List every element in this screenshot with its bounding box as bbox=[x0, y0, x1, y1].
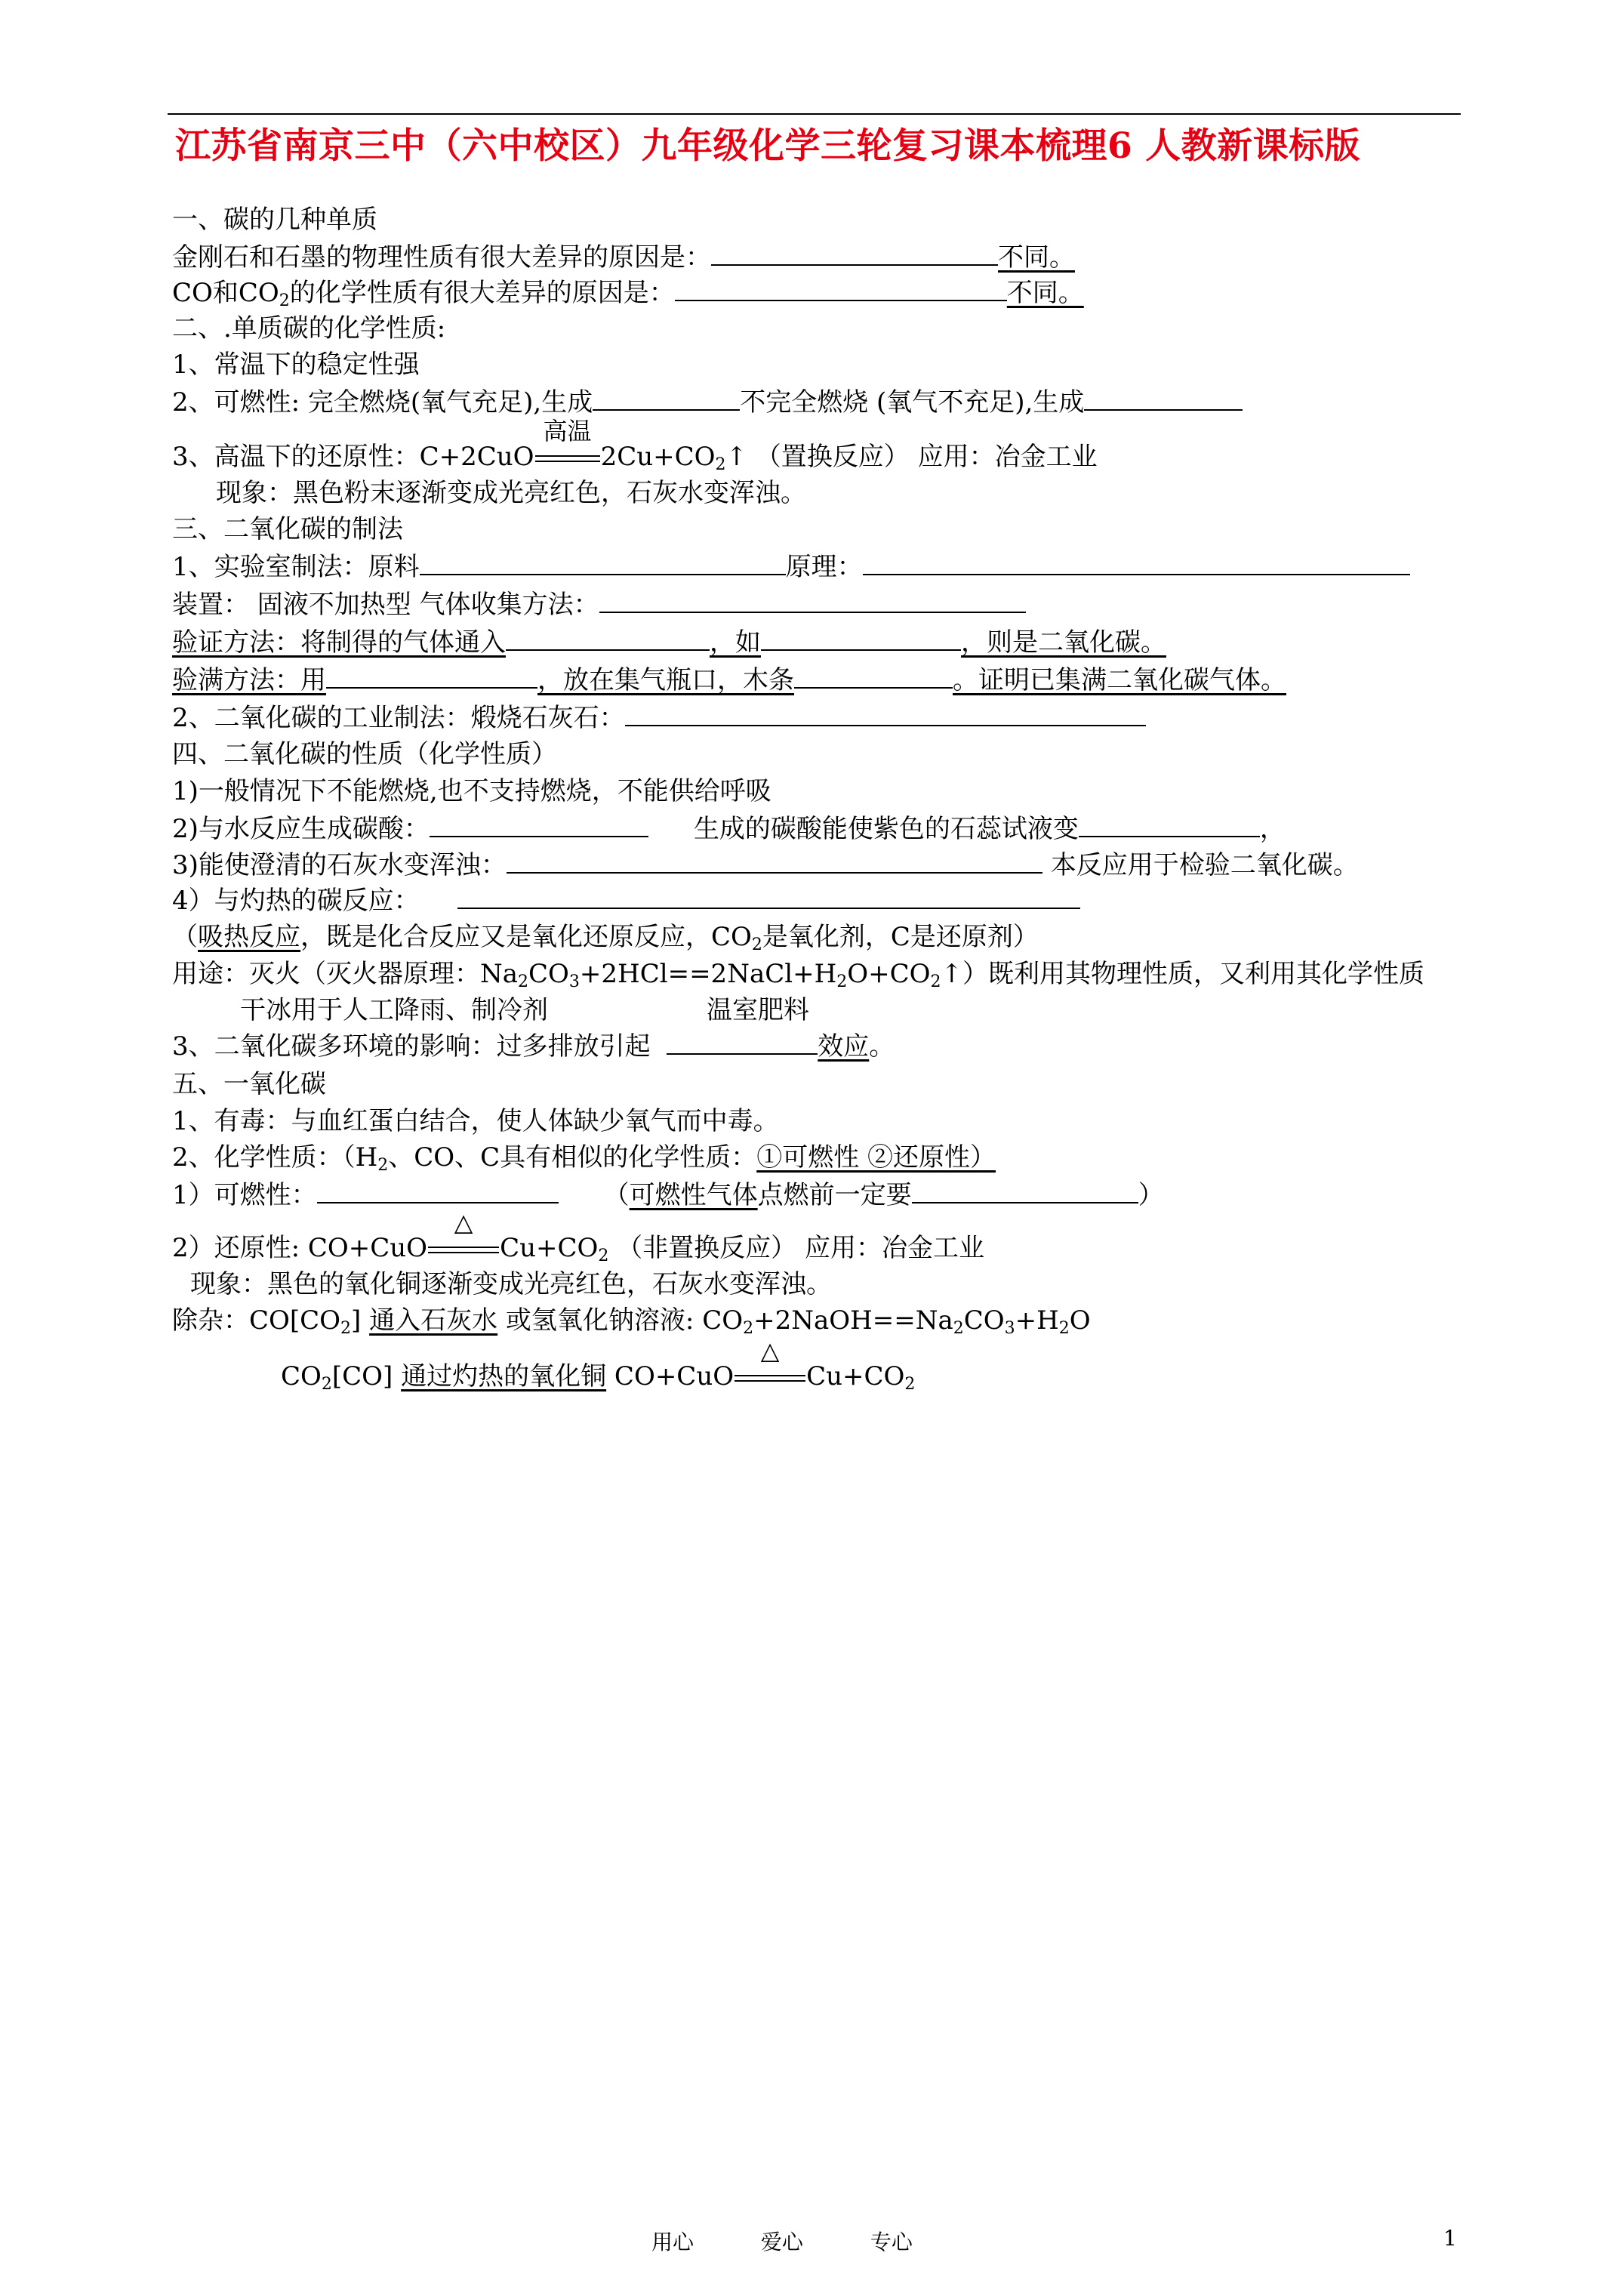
section-4-heading: 四、二氧化碳的性质（化学性质） bbox=[172, 739, 557, 769]
page-number: 1 bbox=[1443, 2226, 1457, 2251]
s4-uses-2: 干冰用于人工降雨、制冷剂 温室肥料 bbox=[240, 995, 809, 1025]
s1-line-2: CO和$CO_2$的化学性质有很大差异的原因是： 不同。 bbox=[172, 278, 1084, 310]
footer-word-3: 专心 bbox=[870, 2230, 913, 2254]
high-temp-condition: 高温 bbox=[534, 439, 601, 474]
s2-point-2: 2、可燃性: 完全燃烧(氧气充足),生成 不完全燃烧 (氧气不充足),生成 bbox=[172, 385, 1243, 420]
section-2-heading: 二、.单质碳的化学性质: bbox=[172, 313, 446, 344]
section-1-heading: 一、碳的几种单质 bbox=[172, 205, 377, 235]
s2-point-1: 1、常温下的稳定性强 bbox=[172, 350, 420, 380]
s5-observation: 现象：黑色的氧化铜逐渐变成光亮红色，石灰水变浑浊。 bbox=[190, 1269, 832, 1299]
footer-word-2: 爱心 bbox=[760, 2230, 803, 2254]
s2-observation: 现象：黑色粉末逐渐变成光亮红色，石灰水变浑浊。 bbox=[216, 478, 806, 508]
s5-remove-2: $CO_2[CO]$ 通过灼热的氧化铜 CO+CuO △ $Cu+CO_2$ bbox=[281, 1336, 916, 1394]
s5-remove-1: 除杂：$CO[CO_2]$ 通入石灰水 或氢氧化钠溶液: $CO_2+2NaOH==Na_2CO_3+H_2O$ bbox=[172, 1305, 1091, 1338]
section-5-heading: 五、一氧化碳 bbox=[172, 1069, 326, 1099]
blank-2 bbox=[675, 277, 1007, 301]
s4-line-3: 3)能使澄清的石灰水变浑浊： 本反应用于检验二氧化碳。 bbox=[172, 850, 1359, 880]
s3-line-4: 验满方法：用 ，放在集气瓶口，木条 。证明已集满二氧化碳气体。 bbox=[172, 665, 1286, 695]
heat-condition: △ bbox=[427, 1231, 500, 1265]
s3-line-2: 装置： 固液不加热型 气体收集方法： bbox=[172, 587, 1026, 622]
heat-condition-2: △ bbox=[734, 1359, 806, 1394]
s4-line-4: 4）与灼热的碳反应： bbox=[172, 883, 1080, 918]
s3-line-5: 2、二氧化碳的工业制法：煅烧石灰石： bbox=[172, 701, 1146, 735]
s3-line-3: 验证方法：将制得的气体通入 ，如 ，则是二氧化碳。 bbox=[172, 627, 1166, 658]
s5-line-3: 1）可燃性： （可燃性气体点燃前一定要 ） bbox=[172, 1180, 1164, 1210]
section-3-heading: 三、二氧化碳的制法 bbox=[172, 514, 403, 544]
s1-line-1: 金刚石和石墨的物理性质有很大差异的原因是： 不同。 bbox=[172, 242, 1075, 273]
s2-point-3: 3、高温下的还原性：C+2CuO 高温 $2Cu+CO_2↑$ （置换反应） 应用：冶金工业 bbox=[172, 417, 1098, 474]
s4-line-2: 2)与水反应生成碳酸： 生成的碳酸能使紫色的石蕊试液变 ， bbox=[172, 814, 1286, 844]
s4-line-1: 1)一般情况下不能燃烧,也不支持燃烧，不能供给呼吸 bbox=[172, 776, 771, 806]
s5-line-4: 2）还原性: CO+CuO △ $Cu+CO_2$ （非置换反应） 应用：冶金工业 bbox=[172, 1208, 984, 1265]
footer-word-1: 用心 bbox=[651, 2230, 694, 2254]
blank-1 bbox=[711, 242, 998, 266]
s5-line-2: 2、化学性质：（$H_2$、CO、C具有相似的化学性质：①可燃性 ②还原性） bbox=[172, 1142, 996, 1175]
document-title: 江苏省南京三中（六中校区）九年级化学三轮复习课本梳理6 人教新课标版 bbox=[175, 125, 1361, 167]
s4-line-5: （吸热反应，既是化合反应又是氧化还原反应，$CO_2$是氧化剂，C是还原剂） bbox=[172, 922, 1039, 954]
s4-environment: 3、二氧化碳多环境的影响：过多排放引起 效应。 bbox=[172, 1031, 895, 1062]
s3-line-1: 1、实验室制法：原料 原理： bbox=[172, 550, 1410, 584]
s4-uses: 用途：灭火（灭火器原理：$Na_2CO_3+2HCl==2NaCl+H_2O+CO_2↑$）既利用其物理性质，又利用其化学性质 bbox=[172, 959, 1425, 991]
top-rule bbox=[168, 113, 1461, 115]
s5-line-1: 1、有毒：与血红蛋白结合，使人体缺少氧气而中毒。 bbox=[172, 1106, 779, 1136]
